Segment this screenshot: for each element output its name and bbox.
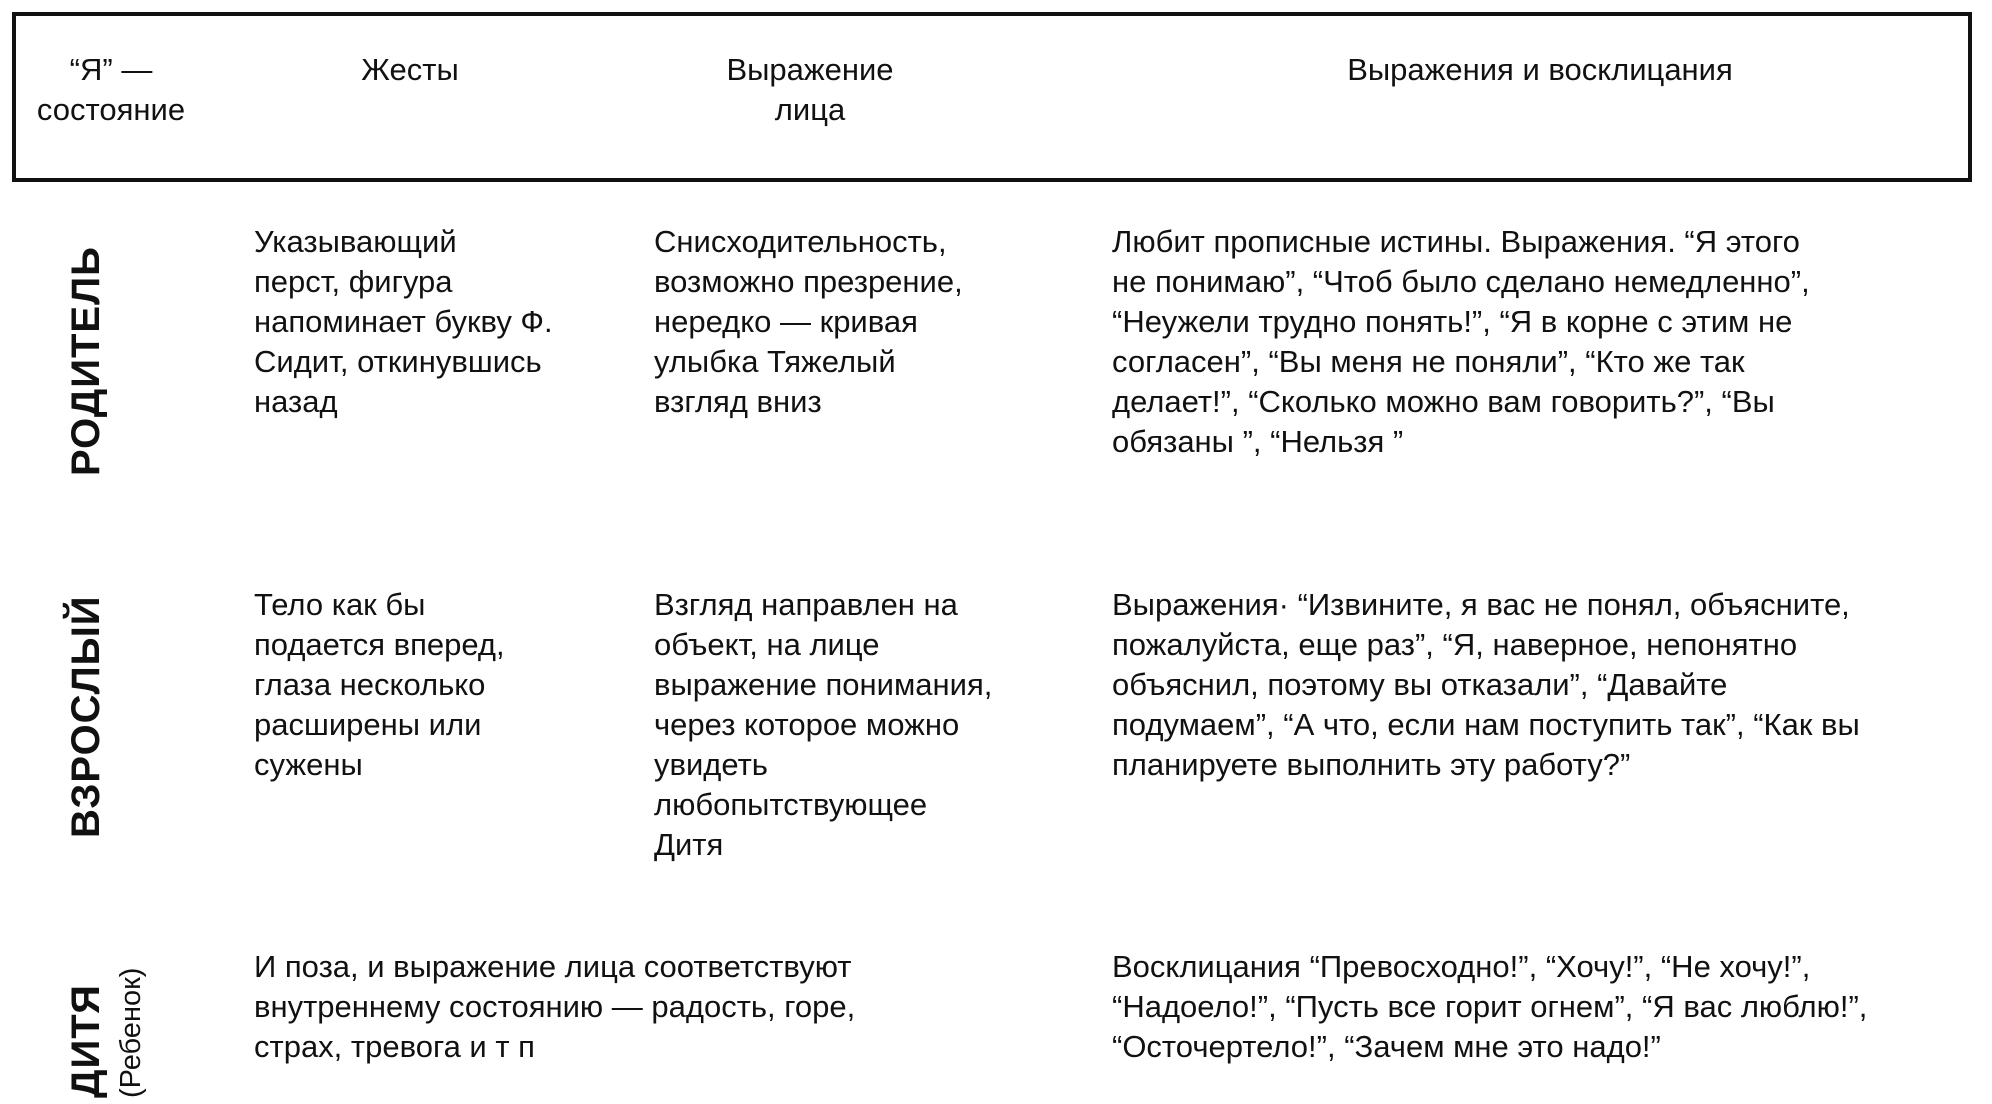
table-header [12, 12, 1972, 182]
row-label-adult: ВЗРОСЛЫЙ [64, 595, 108, 838]
parent-expressions: Любит прописные истины. Выражения. “Я этого не понимаю”, “Чтоб было сделано немедленно”, “Неужели трудно понять!”, “Я в корне с этим не согласен”, “Вы меня не поняли”, “Кто же так делает!”, “Сколько можно вам говорить?”, “Вы обязаны ”, “Нельзя ” [1112, 224, 1810, 459]
header-state: “Я” — состояние [36, 52, 186, 127]
header-expressions: Выражения и восклицания [1347, 52, 1733, 87]
adult-face: Взгляд направлен на объект, на лице выражение понимания, через которое можно увидеть любопытствующее Дитя [654, 587, 993, 862]
adult-expressions: Выражения· “Извините, я вас не понял, объясните, пожалуйста, еще раз”, “Я, наверное, непонятно объяснил, поэтому вы отказали”, “Давайте подумаем”, “А что, если нам поступить так”, “Как вы планируете выполнить эту работу?” [1112, 587, 1860, 782]
row-label-child: ДИТЯ [64, 984, 108, 1098]
row-sublabel-child: (Ребенок) [115, 967, 147, 1098]
header-face: Выражение лица [726, 52, 894, 127]
child-expressions: Восклицания “Превосходно!”, “Хочу!”, “Не хочу!”, “Надоело!”, “Пусть все горит огнем”, “Я вас люблю!”, “Осточертело!”, “Зачем мне это надо!” [1112, 949, 1868, 1064]
row-label-parent: РОДИТЕЛЬ [64, 246, 108, 476]
parent-face: Снисходительность, возможно презрение, нередко — кривая улыбка Тяжелый взгляд вниз [654, 224, 963, 419]
parent-gestures: Указывающий перст, фигура напоминает букву Ф. Сидит, откинувшись назад [254, 224, 553, 419]
child-gestures-face: И поза, и выражение лица соответствуют внутреннему состоянию — радость, горе, страх, тревога и т п [254, 949, 856, 1064]
adult-gestures: Тело как бы подается вперед, глаза несколько расширены или сужены [254, 587, 505, 782]
header-gestures: Жесты [361, 52, 459, 87]
